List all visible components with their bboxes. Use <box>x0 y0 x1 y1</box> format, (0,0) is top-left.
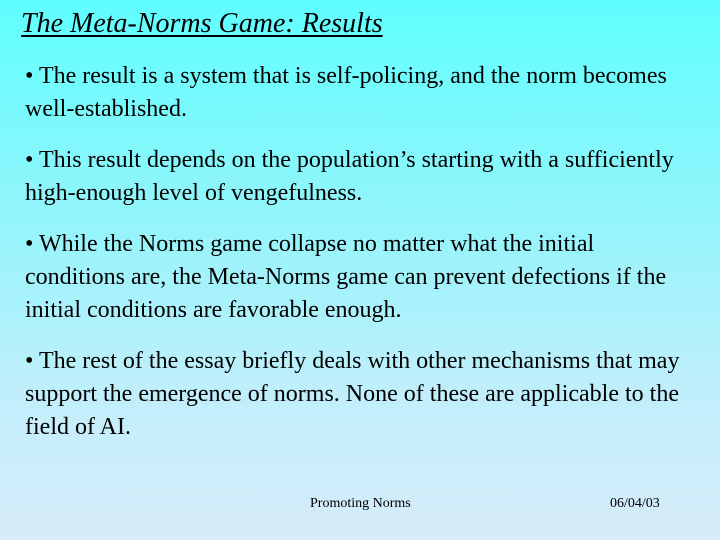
bullet-point-3: • While the Norms game collapse no matter what the initial conditions are, the Meta-Norms game can prevent defections if the initial conditions are favorable enough. <box>25 231 667 323</box>
footer-date: 06/04/03 <box>610 496 660 511</box>
bullet-list <box>25 60 695 462</box>
footer-title: Promoting Norms <box>310 496 411 511</box>
bullet-point-4: • The rest of the essay briefly deals with other mechanisms that may support the emergence of norms. None of these are applicable to the field of AI. <box>25 348 680 440</box>
bullet-point-2: • This result depends on the population’s starting with a sufficiently high-enough level of vengefulness. <box>25 147 674 206</box>
slide-title: The Meta-Norms Game: Results <box>21 8 383 39</box>
bullet-point-1: • The result is a system that is self-policing, and the norm becomes well-established. <box>25 63 667 122</box>
